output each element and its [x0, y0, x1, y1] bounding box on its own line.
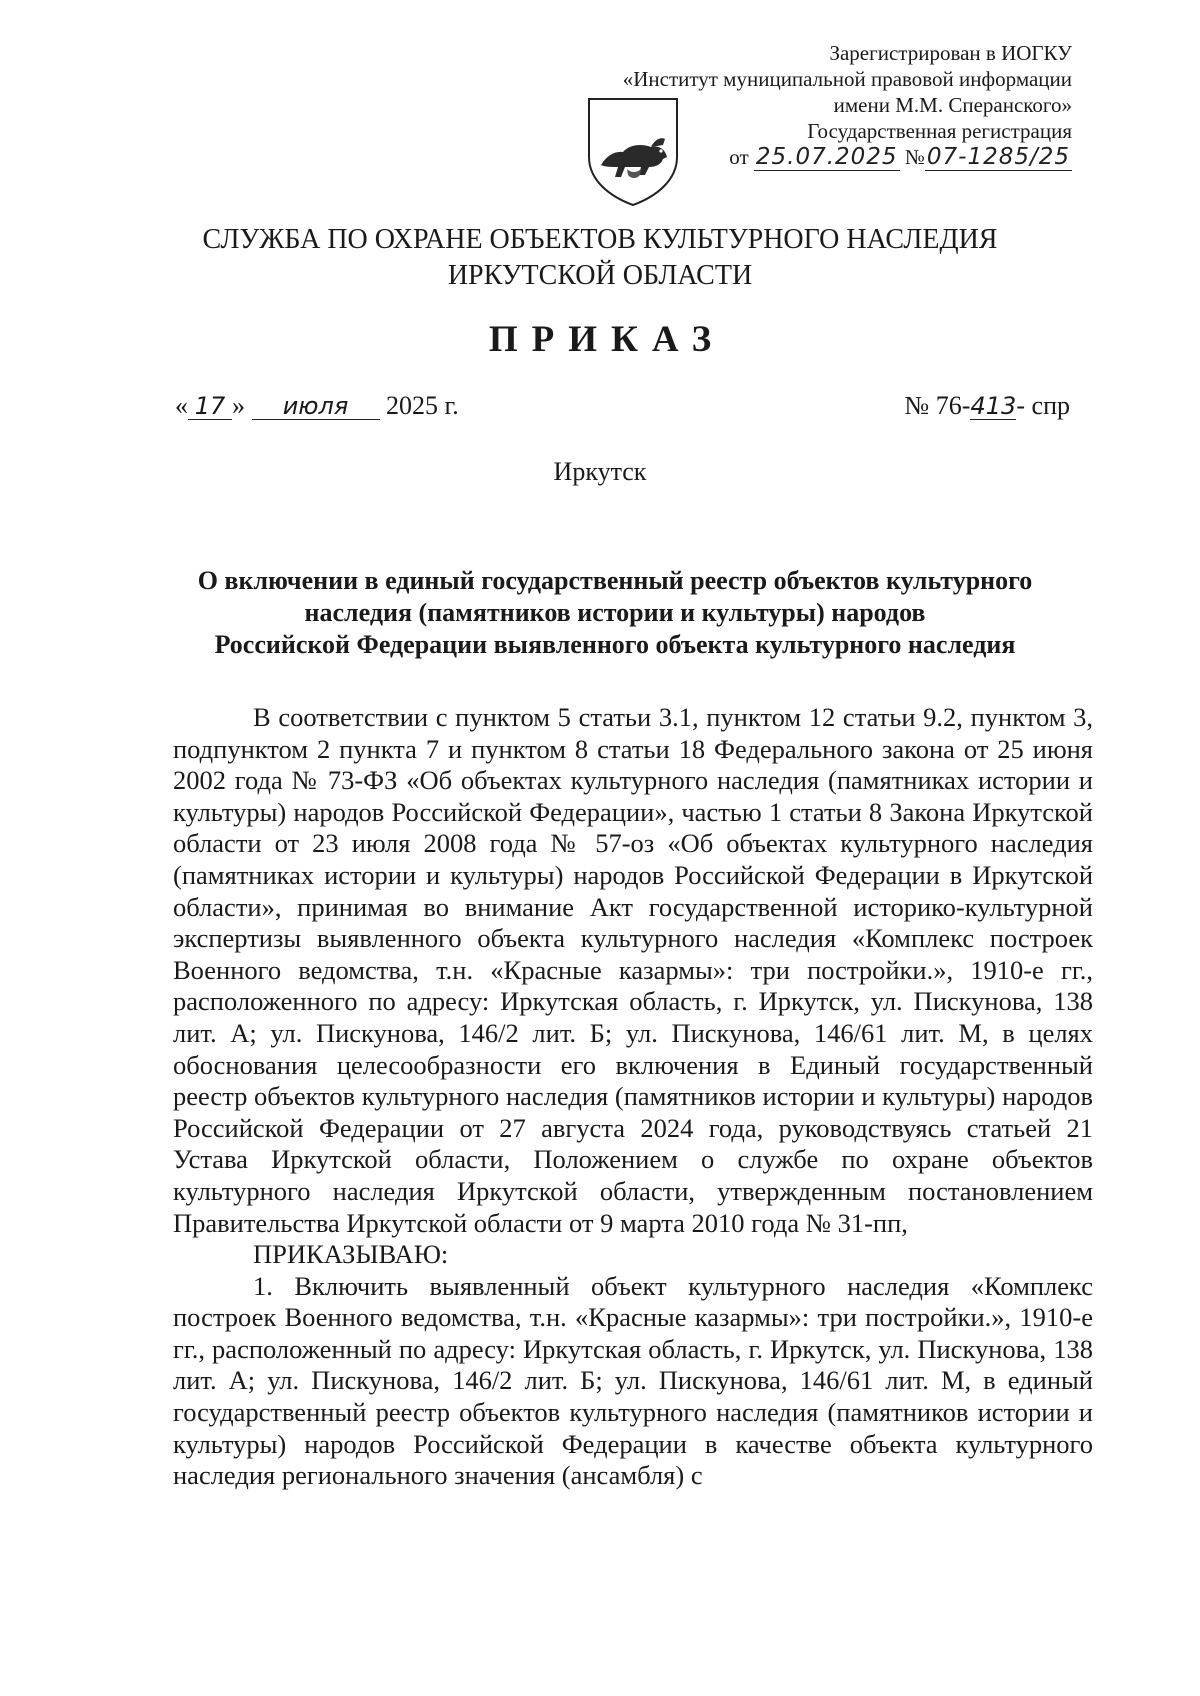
registration-line-1: Зарегистрирован в ИОГКУ [829, 41, 1072, 65]
order-number-prefix: № 76- [904, 391, 971, 420]
date-year: 2025 г. [386, 391, 459, 420]
date-month: июля [252, 393, 380, 420]
order-number [904, 389, 1070, 423]
registration-line-3: имени М.М. Сперанского» [833, 93, 1072, 117]
registration-number: 07-1285/25 [926, 144, 1070, 170]
order-number-suffix: - спр [1016, 391, 1070, 420]
order-subject-line-3: Российской Федерации выявленного объекта культурного наследия [214, 630, 1016, 659]
document-type-title: ПРИКАЗ [488, 319, 726, 360]
registration-number-label: № [904, 145, 925, 169]
irkutsk-coat-of-arms-icon [585, 95, 681, 207]
registration-from-label: от [729, 145, 749, 169]
order-subject-line-2: наследия (памятников истории и культуры) народов [304, 598, 926, 627]
registration-stamp [623, 40, 1072, 170]
registration-line-4: Государственная регистрация [807, 119, 1072, 143]
order-date [175, 389, 459, 423]
date-day: 17 [188, 393, 232, 420]
date-close-quote: » [232, 391, 245, 420]
order-subject-line-1: О включении в единый государственный реестр объектов культурного [197, 566, 1033, 595]
date-open-quote: « [175, 391, 188, 420]
agency-name [0, 222, 1200, 294]
preamble-paragraph: В соответствии с пунктом 5 статьи 3.1, пунктом 12 статьи 9.2, пунктом 3, подпунктом 2 пункта 7 и пунктом 8 статьи 18 Федерального закона от 25 июня 2002 года № 73-ФЗ «Об объектах культурного наследия (памятниках истории и культуры) народов Российской Федерации», частью 1 статьи 8 Закона Иркутской области от 23 июля 2008 года № 57-оз «Об объектах культурного наследия (памятниках истории и культуры) народов Российской Федерации в Иркутской области», принимая во внимание Акт государственной историко-культурной экспертизы выявленного объекта культурного наследия «Комплекс построек Военного ведомства, т.н. «Красные казармы»: три постройки.», 1910-е гг., расположенного по адресу: Иркутская область, г. Иркутск, ул. Пискунова, 138 лит. А; ул. Пискунова, 146/2 лит. Б; ул. Пискунова, 146/61 лит. М, в целях обоснования целесообразности его включения в Единый государственный реестр объектов культурного наследия (памятников истории и культуры) народов Российской Федерации от 27 августа 2024 года, руководствуясь статьей 21 Устава Иркутской области, Положением о службе по охране объектов культурного наследия Иркутской области, утвержденным постановлением Правительства Иркутской области от 9 марта 2010 года № 31-пп, [173, 702, 1093, 1238]
registration-date-line [623, 144, 1072, 170]
order-item-1: 1. Включить выявленный объект культурного наследия «Комплекс построек Военного ведомства, т.н. «Красные казармы»: три постройки.», 1910-е гг., расположенный по адресу: Иркутская область, г. Иркутск, ул. Пискунова, 138 лит. А; ул. Пискунова, 146/2 лит. Б; ул. Пискунова, 146/61 лит. М, в единый государственный реестр объектов культурного наследия (памятников истории и культуры) народов Российской Федерации в качестве объекта культурного наследия регионального значения (ансамбля) с [173, 1270, 1093, 1491]
order-subject [150, 565, 1080, 661]
city-name: Иркутск [553, 457, 647, 486]
agency-name-line-2: ИРКУТСКОЙ ОБЛАСТИ [447, 260, 753, 291]
registration-line-2: «Институт муниципальной правовой информации [622, 67, 1072, 91]
order-word: ПРИКАЗЫВАЮ: [253, 1239, 449, 1270]
order-body [173, 702, 1093, 1492]
order-number-value: 413 [970, 392, 1017, 420]
agency-name-line-1: СЛУЖБА ПО ОХРАНЕ ОБЪЕКТОВ КУЛЬТУРНОГО НАСЛЕДИЯ [202, 224, 998, 255]
registration-date: 25.07.2025 [755, 144, 898, 170]
